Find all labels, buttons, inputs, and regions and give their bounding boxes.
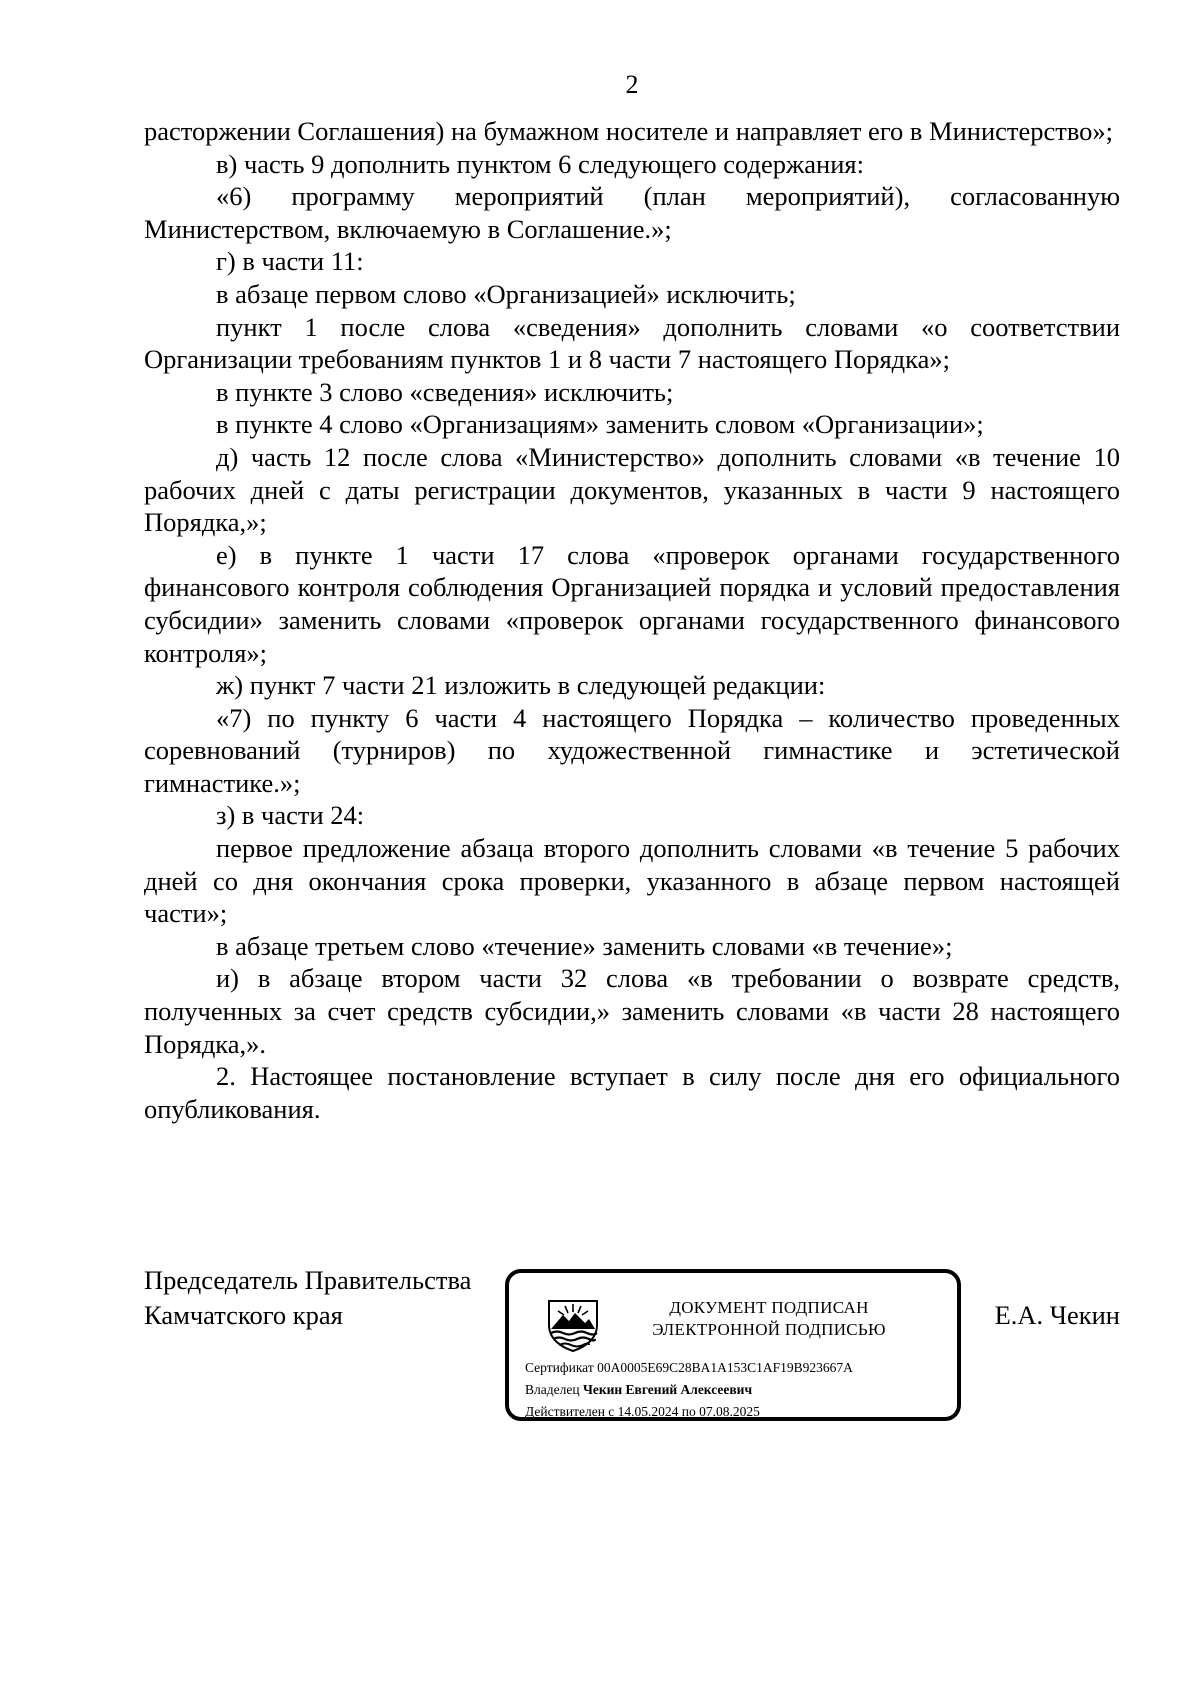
stamp-title-line2: ЭЛЕКТРОННОЙ ПОДПИСЬЮ [652,1320,886,1339]
paragraph: пункт 1 после слова «сведения» дополнить словами «о соответствии Организации требованиям пунктов 1 и 8 части 7 настоящего Порядка»; [144,311,1120,375]
paragraph: е) в пункте 1 части 17 слова «проверок органами государственного финансового контроля соблюдения Организацией порядка и условий предоставления субсидии» заменить словами «проверок органами государственного финансового контроля»; [144,539,1120,668]
paragraph: в абзаце третьем слово «течение» заменить словами «в течение»; [216,930,953,961]
owner-row [525,1379,853,1401]
kamchatka-coat-of-arms-icon [543,1295,603,1353]
paragraph: 2. Настоящее постановление вступает в силу после дня его официального опубликования. [144,1061,1120,1124]
paragraph: в) часть 9 дополнить пунктом 6 следующего содержания: [216,148,864,179]
signer-position-line1: Председатель Правительства [144,1265,472,1295]
stamp-title-line1: ДОКУМЕНТ ПОДПИСАН [669,1298,869,1317]
certificate-label: Сертификат [525,1360,594,1375]
paragraph: з) в части 24: [216,800,365,831]
paragraph: в пункте 4 слово «Организациям» заменить словом «Организации»; [216,409,984,440]
paragraph: первое предложение абзаца второго дополнить словами «в течение 5 рабочих дней со дня окончания срока проверки, указанного в абзаце первом настоящей части»; [144,833,1120,929]
paragraph: и) в абзаце втором части 32 слова «в требовании о возврате средств, полученных за счет средств субсидии,» заменить словами «в части 28 настоящего Порядка,». [144,963,1120,1059]
owner-label: Владелец [525,1382,580,1397]
valid-label: Действителен с [525,1404,615,1419]
paragraph: в абзаце первом слово «Организацией» исключить; [216,278,796,309]
electronic-signature-stamp [505,1269,961,1421]
paragraph: «7) по пункту 6 части 4 настоящего Порядка – количество проведенных соревнований (турниров) по художественной гимнастике и эстетической гимнастике.»; [144,702,1120,798]
owner-value: Чекин Евгений Алексеевич [582,1382,753,1397]
signer-position-line2: Камчатского края [144,1300,343,1330]
stamp-title [619,1297,919,1341]
paragraph: г) в части 11: [216,246,364,277]
validity-row [525,1401,853,1423]
paragraph: расторжении Соглашения) на бумажном носителе и направляет его в Министерство»; [144,116,1114,146]
paragraph: ж) пункт 7 части 21 изложить в следующей редакции: [216,670,826,701]
signature-block [144,1263,1120,1433]
document-body [144,115,1120,1125]
stamp-details [525,1357,853,1423]
valid-to-label: по [681,1404,696,1419]
valid-to: 07.08.2025 [699,1404,760,1419]
signer-name: Е.А. Чекин [994,1300,1120,1330]
page-number: 2 [625,70,639,99]
paragraph: д) часть 12 после слова «Министерство» дополнить словами «в течение 10 рабочих дней с даты регистрации документов, указанных в части 9 настоящего Порядка,»; [144,441,1120,538]
valid-from: 14.05.2024 [617,1404,679,1419]
paragraph: в пункте 3 слово «сведения» исключить; [216,376,674,407]
signer-position [144,1263,471,1333]
certificate-value: 00A0005E69C28BA1A153C1AF19B923667A [597,1360,853,1375]
certificate-row [525,1357,853,1379]
paragraph: «6) программу мероприятий (план мероприятий), согласованную Министерством, включаемую в Соглашение.»; [144,181,1120,244]
